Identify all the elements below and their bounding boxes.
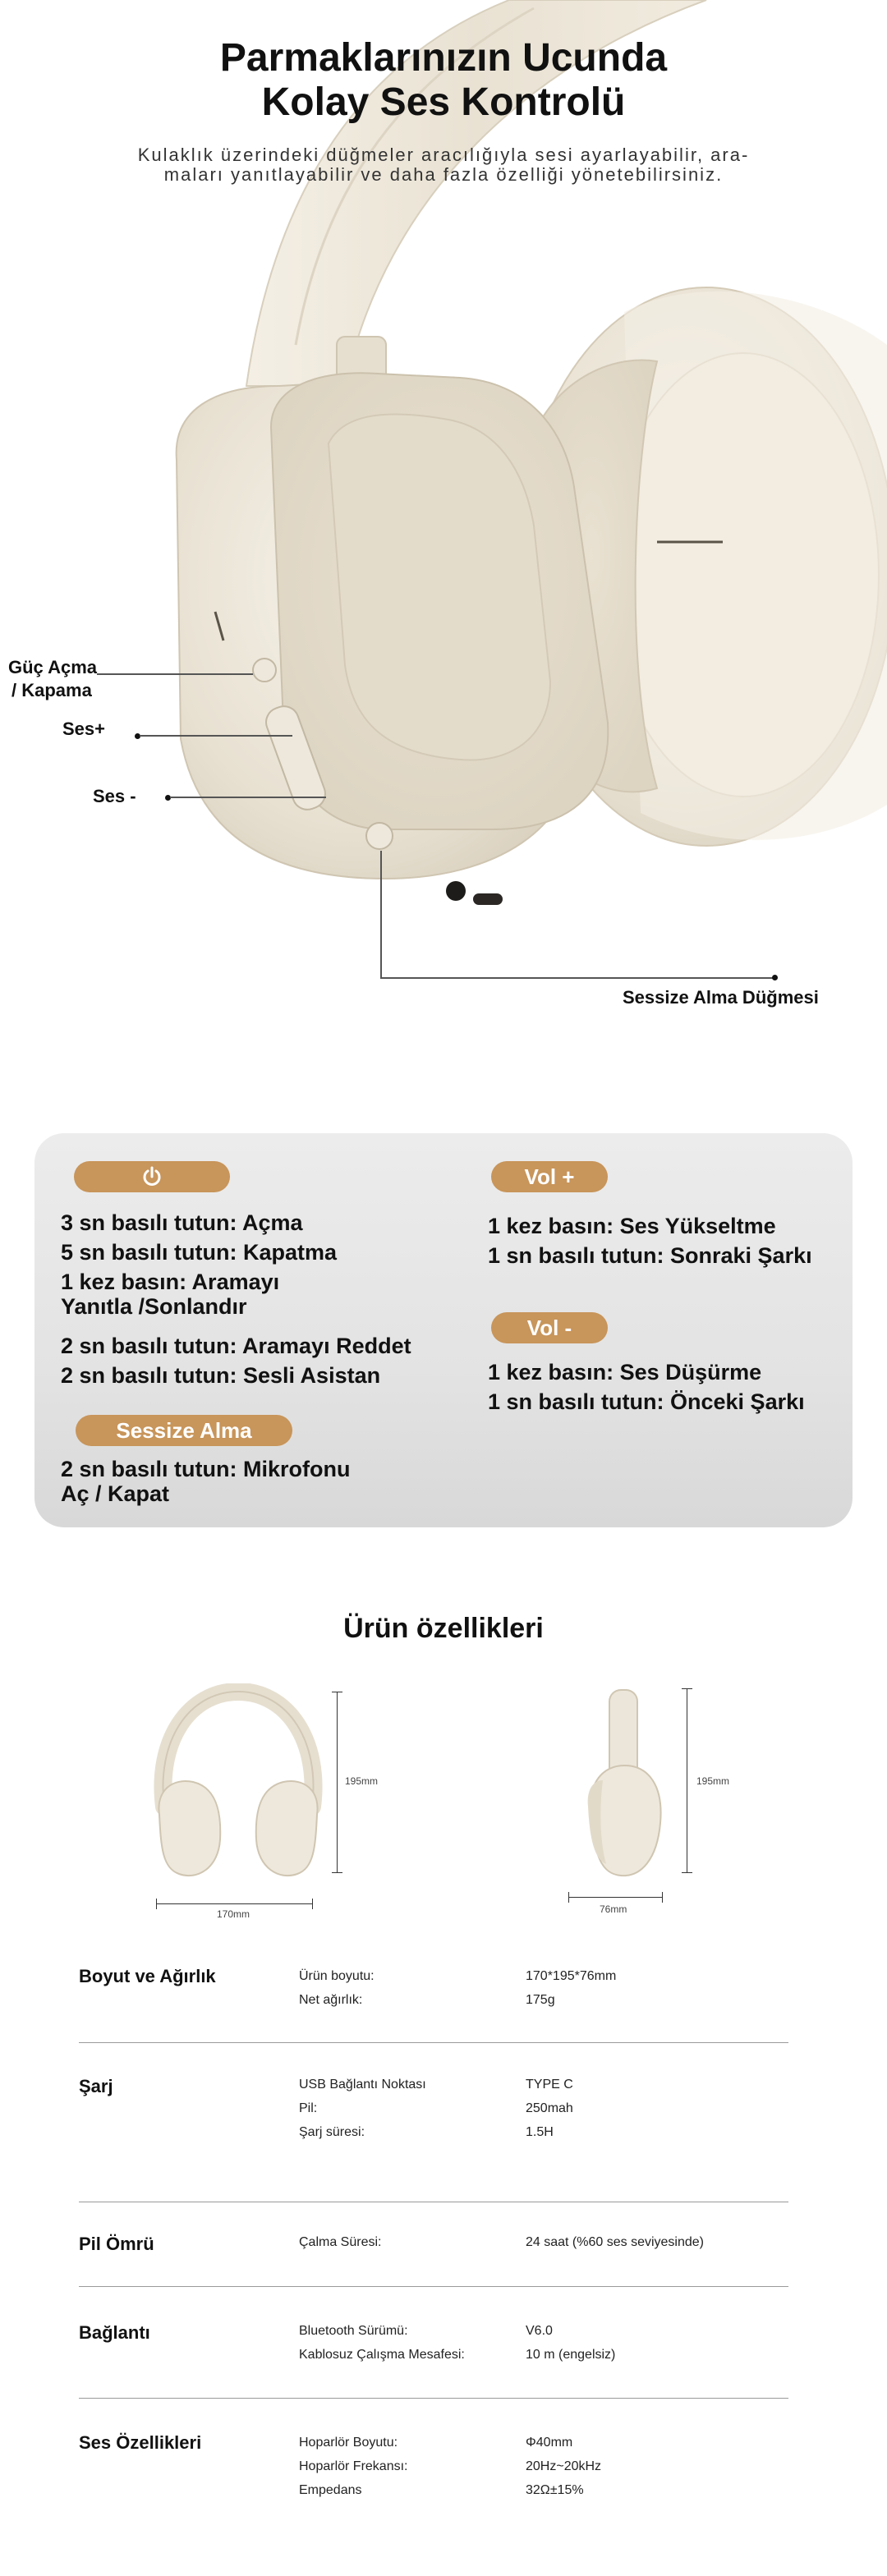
mute-callout-horizontal <box>380 977 774 979</box>
vol-up-instr-2: 1 sn basılı tutun: Sonraki Şarkı <box>488 1243 812 1268</box>
side-height-cap-bottom <box>682 1872 692 1873</box>
power-callout-line <box>97 673 253 675</box>
power-label-line2: / Kapama <box>11 680 92 700</box>
mute-label: Sessize Alma Düğmesi <box>623 987 819 1008</box>
spec-row-value: 24 saat (%60 ses seviyesinde) <box>526 2235 704 2249</box>
spec-row-label: Kablosuz Çalışma Mesafesi: <box>299 2348 465 2362</box>
spec-row-label: Hoparlör Boyutu: <box>299 2436 398 2450</box>
vol-down-callout-line <box>170 797 326 798</box>
hero-subtitle-line1: Kulaklık üzerindeki düğmeler aracılığıyla sesi ayarlayabilir, ara- <box>137 145 750 165</box>
spec-divider <box>79 2042 788 2043</box>
spec-row-value: 175g <box>526 1993 555 2007</box>
spec-row-label: Pil: <box>299 2101 318 2115</box>
spec-row-value: 32Ω±15% <box>526 2483 584 2497</box>
front-width-text: 170mm <box>217 1908 250 1920</box>
power-label-line1: Güç Açma <box>8 657 98 677</box>
vol-up-callout-line <box>140 735 292 737</box>
vol-up-instr-1: 1 kez basın: Ses Yükseltme <box>488 1214 776 1238</box>
spec-row-label: Şarj süresi: <box>299 2125 365 2139</box>
spec-row-value: 10 m (engelsiz) <box>526 2348 616 2362</box>
mute-instr-1: 2 sn basılı tutun: Mikrofonu <box>61 1457 351 1481</box>
power-instr-6: 2 sn basılı tutun: Sesli Asistan <box>61 1363 381 1388</box>
front-height-text: 195mm <box>345 1775 379 1787</box>
spec-divider <box>79 2286 788 2287</box>
power-instr-3: 1 kez basın: Aramayı <box>61 1270 280 1294</box>
controls-card <box>34 1133 853 1527</box>
spec-row-value: 250mah <box>526 2101 573 2115</box>
spec-row-value: V6.0 <box>526 2324 553 2338</box>
vol-down-instr-2: 1 sn basılı tutun: Önceki Şarkı <box>488 1389 805 1414</box>
vol-down-instr-1: 1 kez basın: Ses Düşürme <box>488 1360 762 1384</box>
spec-row-label: Hoparlör Frekansı: <box>299 2459 408 2473</box>
spec-row-label: Net ağırlık: <box>299 1993 363 2007</box>
headphone-front-view <box>148 1683 329 1889</box>
spec-category: Boyut ve Ağırlık <box>79 1966 216 1986</box>
power-instr-2: 5 sn basılı tutun: Kapatma <box>61 1240 338 1265</box>
side-width-text: 76mm <box>600 1903 627 1915</box>
mute-instr-2: Aç / Kapat <box>61 1481 170 1506</box>
power-instr-1: 3 sn basılı tutun: Açma <box>61 1210 303 1235</box>
mute-dot <box>772 975 778 980</box>
mute-callout-vertical <box>380 851 382 979</box>
vol-up-pill: Vol + <box>491 1161 608 1192</box>
spec-row-value: Φ40mm <box>526 2436 573 2450</box>
front-width-cap-left <box>156 1899 157 1909</box>
hero-title-line2: Kolay Ses Kontrolü <box>261 80 626 124</box>
side-height-cap-top <box>682 1688 692 1689</box>
mute-pill: Sessize Alma <box>76 1415 292 1446</box>
side-width-cap-right <box>662 1892 663 1903</box>
spec-category: Pil Ömrü <box>79 2234 154 2254</box>
spec-category: Şarj <box>79 2076 113 2096</box>
spec-row-label: Çalma Süresi: <box>299 2235 382 2249</box>
specs-title: Ürün özellikleri <box>343 1613 544 1644</box>
vol-down-label: Ses - <box>93 786 136 806</box>
side-width-cap-left <box>568 1892 569 1903</box>
front-height-line <box>337 1692 338 1872</box>
power-instr-5: 2 sn basılı tutun: Aramayı Reddet <box>61 1334 411 1358</box>
hero-title-line1: Parmaklarınızın Ucunda <box>219 36 668 80</box>
side-width-line <box>568 1897 662 1898</box>
power-icon <box>140 1164 164 1189</box>
spec-row-value: TYPE C <box>526 2078 573 2092</box>
power-instr-4: Yanıtla /Sonlandır <box>61 1294 247 1319</box>
spec-category: Ses Özellikleri <box>79 2432 202 2453</box>
front-width-line <box>156 1903 312 1904</box>
headphone-side-view <box>575 1683 673 1889</box>
side-height-text: 195mm <box>696 1775 730 1787</box>
spec-category: Bağlantı <box>79 2322 150 2343</box>
front-width-cap-right <box>312 1899 313 1909</box>
spec-divider <box>79 2398 788 2399</box>
front-height-cap-bottom <box>332 1872 342 1873</box>
vol-up-label: Ses+ <box>62 719 105 739</box>
spec-row-value: 170*195*76mm <box>526 1969 617 1983</box>
spec-row-value: 1.5H <box>526 2125 554 2139</box>
power-pill <box>74 1161 230 1192</box>
spec-row-label: Ürün boyutu: <box>299 1969 375 1983</box>
spec-row-label: USB Bağlantı Noktası <box>299 2078 426 2092</box>
spec-row-value: 20Hz~20kHz <box>526 2459 602 2473</box>
spec-row-label: Empedans <box>299 2483 362 2497</box>
spec-row-label: Bluetooth Sürümü: <box>299 2324 408 2338</box>
vol-down-pill: Vol - <box>491 1312 608 1343</box>
hero-section <box>0 0 887 1051</box>
hero-subtitle-line2: maları yanıtlayabilir ve daha fazla özelliği yönetebilirsiniz. <box>163 164 724 185</box>
